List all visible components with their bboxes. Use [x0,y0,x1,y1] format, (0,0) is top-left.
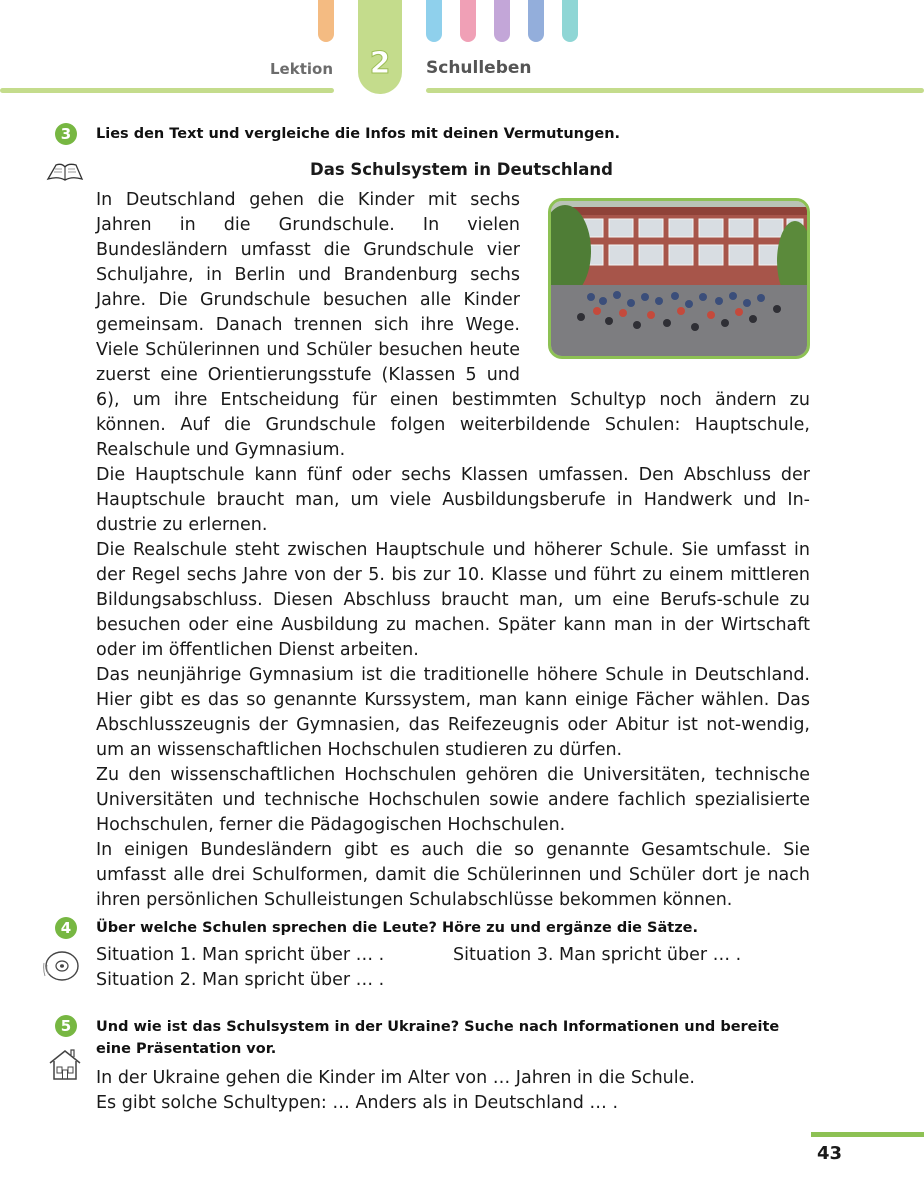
header-rule-right [426,88,924,93]
section-title: Schulleben [426,58,532,78]
main-text [96,188,810,913]
paragraph-hochschulen: Zu den wissenschaftlichen Hochschulen gehören die Universitäten, technische Universitäten und technische Hochschulen sowie andere fachlich spezialisierte Hochschulen, ferner die Pädagogischen Hochschulen. [96,765,810,835]
page-number: 43 [816,1143,842,1164]
lesson-label: Lektion [270,60,334,78]
footer-rule [811,1132,924,1137]
task-5-badge: 5 [55,1015,77,1037]
header-tab-blue [426,0,442,42]
paragraph-gymnasium: Das neunjährige Gymnasium ist die traditionelle höhere Schule in Deutschland. Hier gibt es das so genannte Kurssystem, man kann einige Fächer wählen. Das Abschlusszeugnis der Gymnasien, das Reifezeugnis oder Abitur ist not-wendig, um an wissenschaftlichen Hochschulen studieren zu dürfen. [96,665,810,760]
school-yard-photo [548,198,810,359]
header-tab-purple [494,0,510,42]
task-4-instruction: Über welche Schulen sprechen die Leute? Höre zu und ergänze die Sätze. [96,920,698,936]
paragraph-gesamtschule: In einigen Bundesländern gibt es auch die so genannte Gesamtschule. Sie umfasst alle drei Schulformen, damit die Schülerinnen und Schüler dort je nach ihren persönlichen Schulleistungen Schulabschlüsse bekommen können. [96,840,810,910]
lesson-number-tab [358,0,402,94]
open-book-icon [46,161,84,183]
header-tab-pink [460,0,476,42]
header-rule-left [0,88,334,93]
situation-1: Situation 1. Man spricht über … . [96,945,385,965]
situation-3: Situation 3. Man spricht über … . [453,945,742,965]
situation-2: Situation 2. Man spricht über … . [96,970,385,990]
text-title: Das Schulsystem in Deutschland [310,160,613,179]
task-5-line-2: Es gibt solche Schultypen: … Anders als in Deutschland … . [96,1093,619,1113]
header-tab-teal [562,0,578,42]
task-5-line-1: In der Ukraine gehen die Kinder im Alter von … Jahren in die Schule. [96,1068,695,1088]
audio-cd-icon [43,948,81,984]
header-tab-orange [318,0,334,42]
house-project-icon [47,1047,83,1083]
paragraph-realschule: Die Realschule steht zwischen Hauptschule und höherer Schule. Sie umfasst in der Regel sechs Jahre von der 5. bis zur 10. Klasse und führt zu einem mittleren Bildungsabschluss. Diesen Abschluss braucht man, um eine Berufs-schule zu besuchen oder eine Ausbildung zu machen. Später kann man in der Wirtschaft oder im öffentlichen Dienst arbeiten. [96,540,810,660]
task-3-instruction: Lies den Text und vergleiche die Infos mit deinen Vermutungen. [96,126,621,142]
task-5-instruction: Und wie ist das Schulsystem in der Ukraine? Suche nach Informationen und bereite eine Präsentation vor. [96,1019,780,1057]
lesson-number: 2 [369,46,391,81]
paragraph-intro: In Deutschland gehen die Kinder mit sechs Jahren in die Grundschule. In vielen Bundesländern umfasst die Grundschule vier Schuljahre, in Berlin und Brandenburg sechs Jahre. Die Grundschule besuchen alle Kinder gemeinsam. Danach trennen sich ihre Wege. Viele Schülerinnen und Schüler besuchen heute zuerst eine Orientierungsstufe (Klassen 5 und 6), um ihre Entscheidung für einen bestimmten Schultyp noch ändern zu können. Auf die Grundschule folgen weiterbildende Schulen: Hauptschule, Realschule und Gymnasium. [96,190,810,460]
task-3-badge: 3 [55,123,77,145]
header-tab-indigo [528,0,544,42]
task-4-badge: 4 [55,917,77,939]
paragraph-hauptschule: Die Hauptschule kann fünf oder sechs Klassen umfassen. Den Abschluss der Hauptschule braucht man, um viele Ausbildungsberufe in Handwerk und In-dustrie zu erlernen. [96,465,810,535]
school-photo-image [551,201,807,356]
